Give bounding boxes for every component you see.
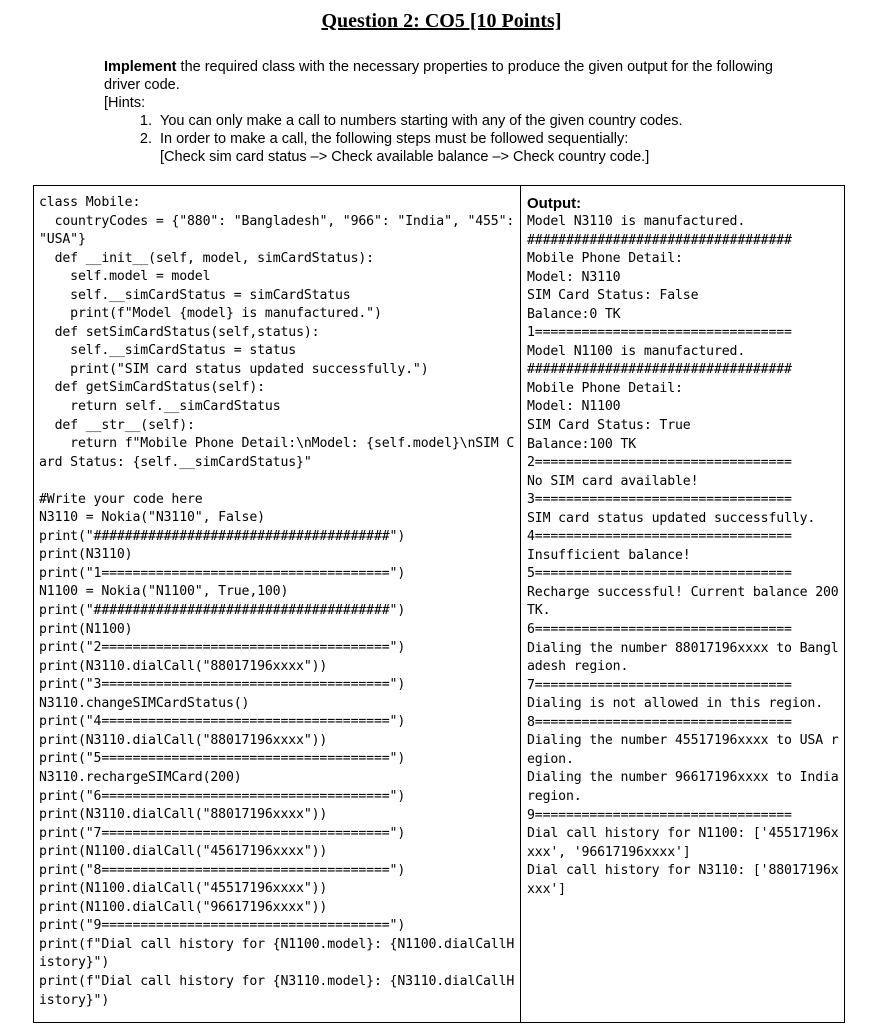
question-title: Question 2: CO5 [10 Points] (321, 10, 562, 32)
code-line: print(N1100.dialCall("45617196xxxx")) (39, 844, 328, 860)
code-line: print("SIM card status updated successfully.") (39, 361, 429, 377)
code-line: print(N1100) (39, 621, 133, 637)
code-line (39, 472, 517, 491)
code-line: print(N3110.dialCall("88017196xxxx")) (39, 658, 328, 674)
output-line: Model: N3110 (527, 269, 621, 285)
code-line: #Write your code here (39, 491, 203, 507)
output-line: 3================================= (527, 492, 792, 508)
hints-label: [Hints: (104, 95, 146, 111)
output-line: Balance:100 TK (527, 436, 637, 452)
output-line: Model N3110 is manufactured. (527, 214, 746, 229)
instructions (104, 58, 804, 166)
output-line: Dial call history for N3110: ['88017196xxxx'] (527, 863, 839, 897)
code-line: print(N3110) (39, 547, 133, 563)
code-line: N3110.rechargeSIMCard(200) (39, 769, 242, 785)
code-line: print("7=====================================") (39, 825, 406, 841)
code-line: class Mobile: (39, 195, 141, 210)
code-line: print("8=====================================") (39, 862, 406, 878)
code-line: print(N1100.dialCall("45517196xxxx")) (39, 881, 328, 897)
code-line: print("4=====================================") (39, 714, 406, 730)
code-line: print(f"Model {model} is manufactured.") (39, 306, 382, 322)
output-line: Model N1100 is manufactured. (527, 343, 746, 359)
output-heading: Output: (527, 195, 582, 212)
code-line: self.__simCardStatus = simCardStatus (39, 287, 351, 303)
code-line: self.__simCardStatus = status (39, 343, 297, 359)
hint-steps: [Check sim card status –> Check available balance –> Check country code.] (160, 149, 650, 165)
output-line: Insufficient balance! (527, 547, 691, 563)
code-line: print("2=====================================") (39, 640, 406, 656)
code-line: return self.__simCardStatus (39, 399, 281, 415)
output-line: ################################## (527, 232, 792, 248)
hint-item (156, 130, 804, 166)
output-block (521, 213, 847, 899)
code-line: print(f"Dial call history for {N3110.model}: {N3110.dialCallHistory}") (39, 973, 515, 1008)
code-line: print(f"Dial call history for {N1100.model}: {N1100.dialCallHistory}") (39, 936, 515, 971)
output-line: 7================================= (527, 677, 792, 693)
output-line: SIM Card Status: False (527, 288, 699, 304)
code-line: print(N3110.dialCall("88017196xxxx")) (39, 732, 328, 748)
output-line: Dial call history for N1100: ['45517196xxxx', '96617196xxxx'] (527, 826, 839, 860)
output-line: 8================================= (527, 714, 792, 730)
driver-code-panel (33, 185, 521, 1023)
code-line: def getSimCardStatus(self): (39, 380, 265, 396)
intro-keyword: Implement (104, 59, 177, 75)
code-line: print(N3110.dialCall("88017196xxxx")) (39, 807, 328, 823)
instructions-intro (104, 58, 804, 94)
output-line: Balance:0 TK (527, 306, 621, 322)
code-line: N3110.changeSIMCardStatus() (39, 695, 250, 711)
code-line: return f"Mobile Phone Detail:\nModel: {self.model}\nSIM Card Status: {self.__simCardStatus}" (39, 436, 515, 470)
intro-text: the required class with the necessary properties to produce the given output for the following driver code. (104, 59, 773, 93)
output-line: Dialing the number 88017196xxxx to Bangladesh region. (527, 640, 839, 675)
output-line: Dialing is not allowed in this region. (527, 696, 824, 712)
output-line: ################################## (527, 362, 792, 378)
hint-text: You can only make a call to numbers starting with any of the given country codes. (160, 113, 683, 129)
output-line: SIM card status updated successfully. (527, 510, 816, 526)
code-line: print("6=====================================") (39, 788, 406, 804)
code-line: N3110 = Nokia("N3110", False) (39, 510, 265, 526)
code-line: countryCodes = {"880": "Bangladesh", "966": "India", "455": "USA"} (39, 213, 522, 248)
code-line: N1100 = Nokia("N1100", True,100) (39, 584, 289, 600)
output-line: 6================================= (527, 622, 792, 638)
output-line: SIM Card Status: True (527, 418, 691, 434)
code-line: print("1=====================================") (39, 565, 406, 581)
hint-item (156, 112, 804, 130)
hints-list (104, 112, 804, 166)
code-line: self.model = model (39, 269, 211, 285)
hint-text: In order to make a call, the following steps must be followed sequentially: (160, 131, 629, 147)
output-line: 5================================= (527, 566, 792, 582)
output-line: No SIM card available! (527, 473, 699, 489)
code-line: def __init__(self, model, simCardStatus): (39, 250, 374, 266)
output-line: Model: N1100 (527, 399, 621, 415)
output-line: Mobile Phone Detail: (527, 380, 683, 396)
code-line: print("5=====================================") (39, 751, 406, 767)
output-line: 1================================= (527, 325, 792, 341)
code-line: print("######################################") (39, 528, 406, 544)
output-line: 2================================= (527, 455, 792, 471)
output-line: Recharge successful! Current balance 200 TK. (527, 584, 847, 619)
output-line: 4================================= (527, 529, 792, 545)
output-line: Dialing the number 96617196xxxx to India region. (527, 770, 847, 804)
code-line: def __str__(self): (39, 417, 195, 433)
code-line: print(N1100.dialCall("96617196xxxx")) (39, 899, 328, 915)
driver-code-block (34, 186, 521, 1010)
code-line: print("9=====================================") (39, 918, 406, 934)
code-line: print("######################################") (39, 603, 406, 619)
code-line: def setSimCardStatus(self,status): (39, 324, 320, 340)
output-line: Dialing the number 45517196xxxx to USA region. (527, 733, 839, 767)
output-line: 9================================= (527, 807, 792, 823)
output-panel (520, 185, 845, 1023)
output-line: Mobile Phone Detail: (527, 251, 683, 267)
code-line: print("3=====================================") (39, 677, 406, 693)
